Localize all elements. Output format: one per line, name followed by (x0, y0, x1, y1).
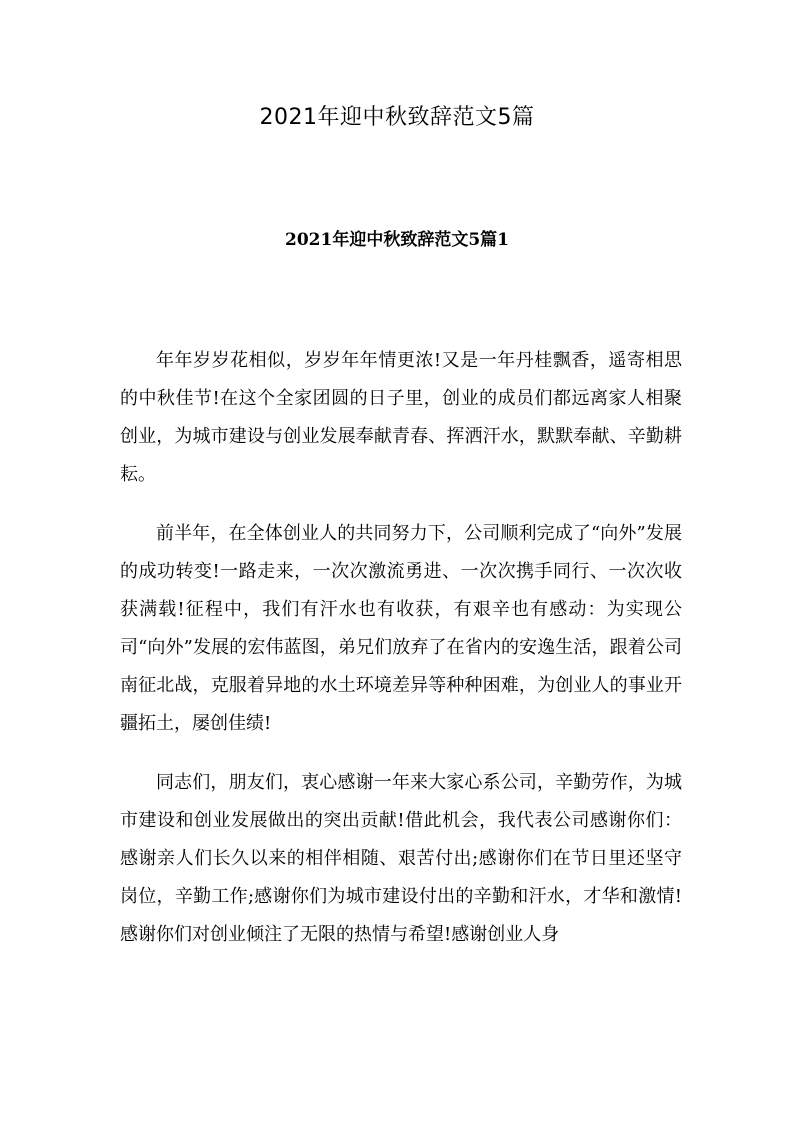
paragraph: 同志们，朋友们，衷心感谢一年来大家心系公司，辛勤劳作，为城市建设和创业发展做出的突出贡献!借此机会，我代表公司感谢你们：感谢亲人们长久以来的相伴相随、艰苦付出;感谢你们在节日里还坚守岗位，辛勤工作;感谢你们为城市建设付出的辛勤和汗水，才华和激情!感谢你们对创业倾注了无限的热情与希望!感谢创业人身 (120, 772, 682, 945)
document-body (120, 342, 682, 975)
document-title: 2021年迎中秋致辞范文5篇 (259, 105, 535, 130)
paragraph: 前半年，在全体创业人的共同努力下，公司顺利完成了“向外”发展的成功转变!一路走来，一次次激流勇进、一次次携手同行、一次次收获满载!征程中，我们有汗水也有收获，有艰辛也有感动：为实现公司“向外”发展的宏伟蓝图，弟兄们放弃了在省内的安逸生活，跟着公司南征北战，克服着异地的水土环境差异等种种困难，为创业人的事业开疆拓土，屡创佳绩! (120, 523, 682, 734)
section-title: 2021年迎中秋致辞范文5篇1 (285, 230, 509, 250)
paragraph: 年年岁岁花相似，岁岁年年情更浓!又是一年丹桂飘香，遥寄相思的中秋佳节!在这个全家团圆的日子里，创业的成员们都远离家人相聚创业，为城市建设与创业发展奉献青春、挥洒汗水，默默奉献、辛勤耕耘。 (120, 350, 682, 485)
